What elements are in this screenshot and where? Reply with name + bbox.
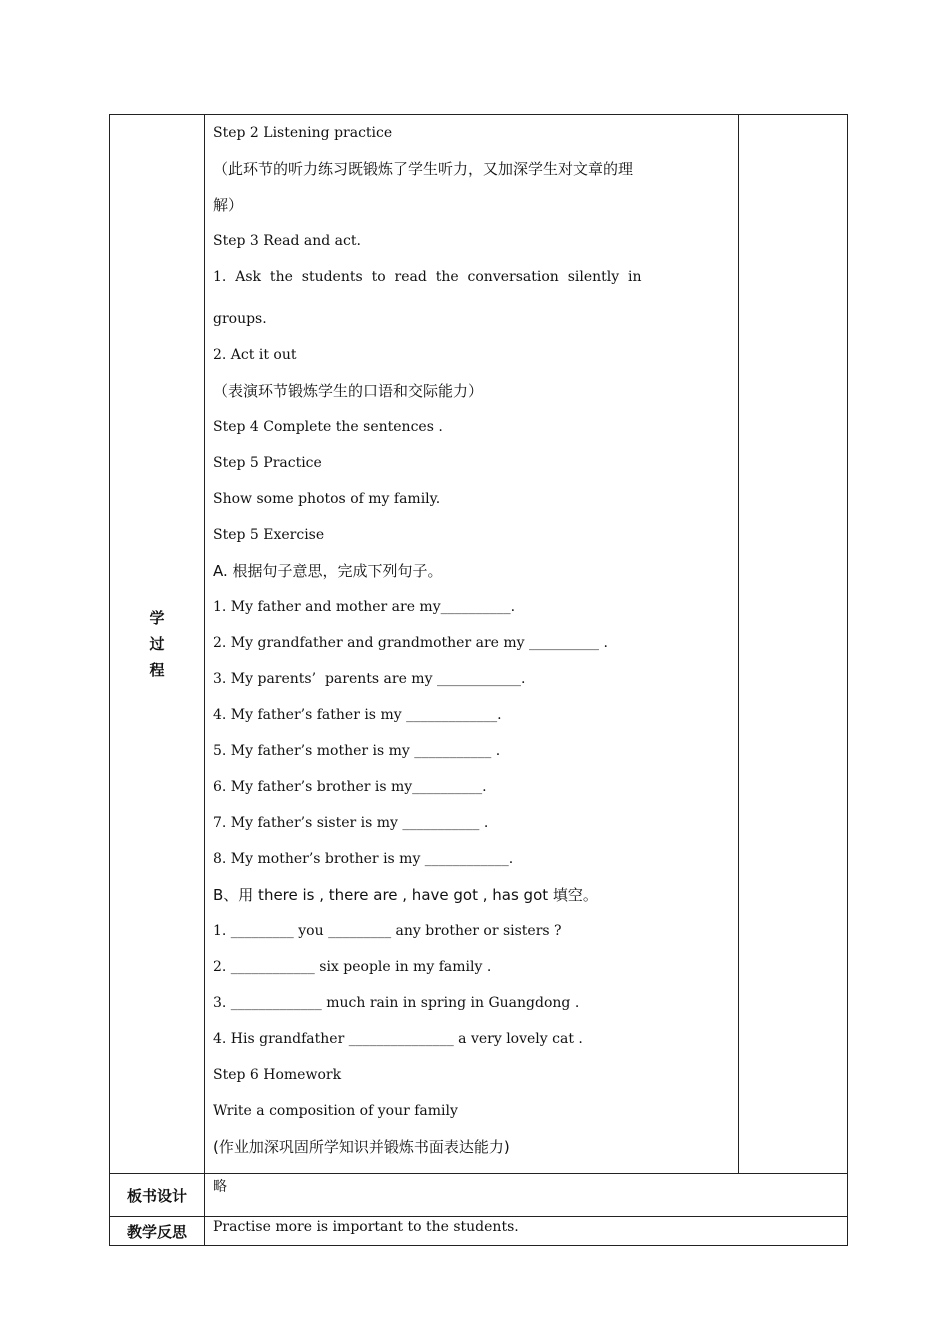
content-line: 1. Ask the students to read the conversation silently in xyxy=(213,269,642,285)
content-line: Step 4 Complete the sentences . xyxy=(213,419,443,435)
content-line: Step 5 Exercise xyxy=(213,527,325,543)
content-line: 8. My mother’s brother is my ____________. xyxy=(213,851,514,867)
content-line: 4. My father’s father is my _____________. xyxy=(213,707,502,723)
content-line: Step 3 Read and act. xyxy=(213,233,361,249)
reflection-row xyxy=(110,1217,848,1246)
notes-column xyxy=(739,115,848,1174)
board-design-content: 略 xyxy=(205,1174,848,1217)
content-line: 4. His grandfather _______________ a very lovely cat . xyxy=(213,1031,583,1047)
content-line: Show some photos of my family. xyxy=(213,491,441,507)
process-label xyxy=(149,605,164,683)
content-line: 3. My parents’ parents are my ____________. xyxy=(213,671,526,687)
board-design-row xyxy=(110,1174,848,1217)
content-line: groups. xyxy=(213,311,267,327)
content-line: Step 5 Practice xyxy=(213,455,322,471)
lesson-plan-table xyxy=(109,114,848,1246)
process-label-cell xyxy=(110,115,205,1174)
content-line: Step 6 Homework xyxy=(213,1067,342,1083)
content-line: Write a composition of your family xyxy=(213,1103,458,1119)
content-line: B、用 there is , there are , have got , has got 填空。 xyxy=(213,886,598,904)
content-line: 3. _____________ much rain in spring in Guangdong . xyxy=(213,995,580,1011)
content-line: 1. _________ you _________ any brother or sisters ? xyxy=(213,923,562,939)
content-line: Step 2 Listening practice xyxy=(213,125,393,141)
content-line: 1. My father and mother are my__________. xyxy=(213,599,516,615)
content-line: （表演环节锻炼学生的口语和交际能力） xyxy=(213,382,484,400)
process-label-char: 过 xyxy=(149,635,165,653)
board-design-label: 板书设计 xyxy=(110,1174,205,1217)
content-line: 7. My father’s sister is my ___________ . xyxy=(213,815,489,831)
content-line: 2. ____________ six people in my family . xyxy=(213,959,492,975)
content-line: 5. My father’s mother is my ___________ . xyxy=(213,743,501,759)
content-line: 解） xyxy=(213,196,244,214)
content-line: 2. Act it out xyxy=(213,347,297,363)
content-line: (作业加深巩固所学知识并锻炼书面表达能力) xyxy=(213,1138,510,1156)
process-label-char: 学 xyxy=(149,609,165,627)
content-line: A. 根据句子意思，完成下列句子。 xyxy=(213,562,443,580)
reflection-label: 教学反思 xyxy=(110,1217,205,1246)
content-line: （此环节的听力练习既锻炼了学生听力，又加深学生对文章的理 xyxy=(213,160,634,178)
process-content xyxy=(205,115,739,1174)
process-label-char: 程 xyxy=(149,661,165,679)
content-line: 6. My father’s brother is my__________. xyxy=(213,779,487,795)
content-line: 2. My grandfather and grandmother are my __________ . xyxy=(213,635,608,651)
reflection-content: Practise more is important to the students. xyxy=(205,1217,848,1246)
process-row xyxy=(110,115,848,1174)
